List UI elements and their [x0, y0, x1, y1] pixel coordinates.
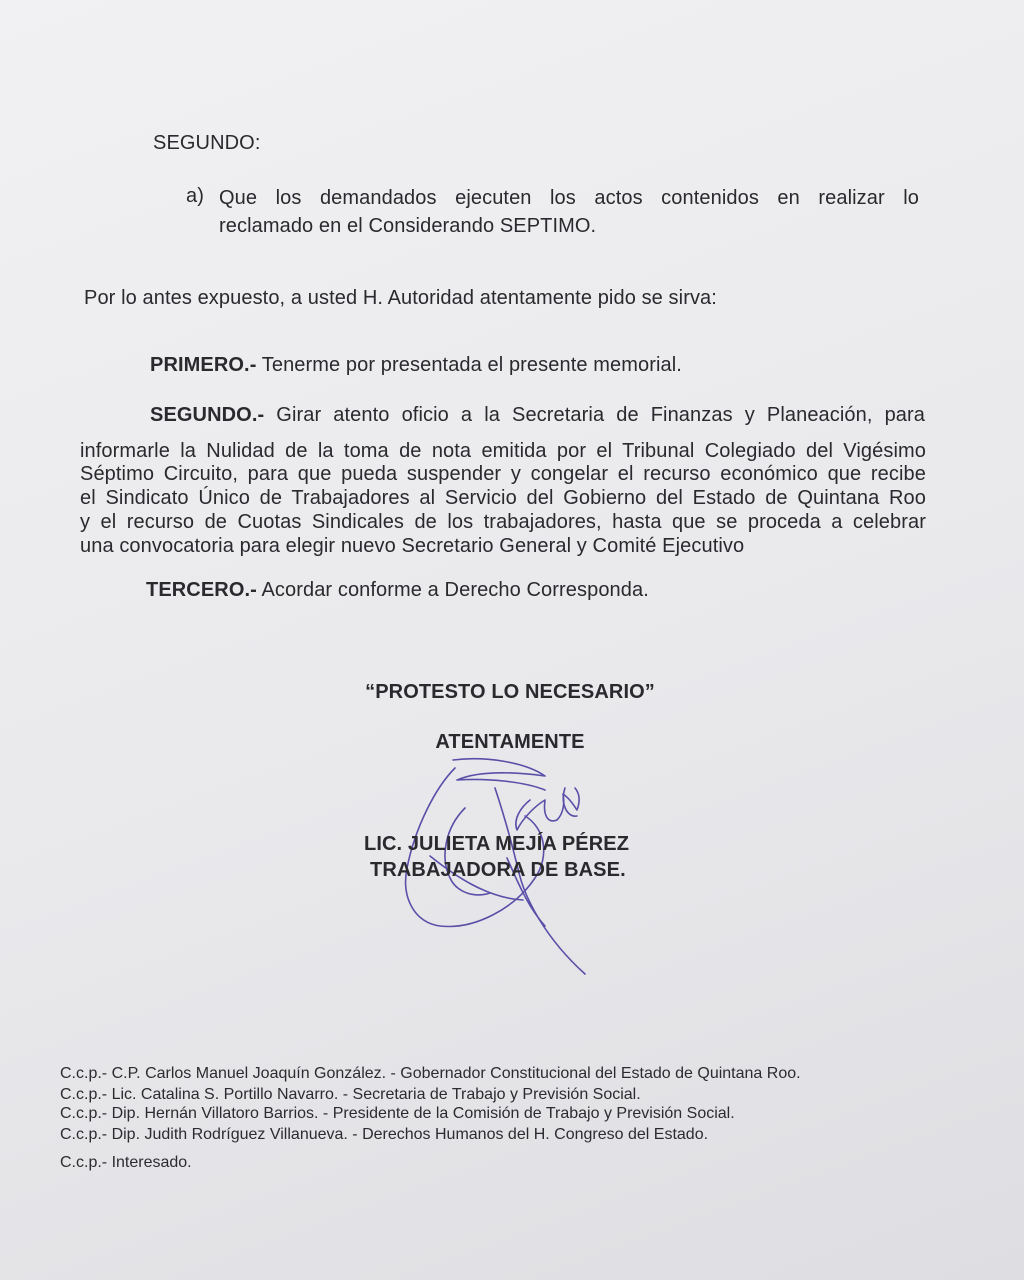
ccp-line-4: C.c.p.- Dip. Judith Rodríguez Villanueva. - Derechos Humanos del H. Congreso del Estado. — [60, 1126, 709, 1143]
item-a-marker: a) — [186, 185, 204, 207]
signer-name: LIC. JULIETA MEJÍA PÉREZ — [364, 833, 630, 855]
item-a-line-2: reclamado en el Considerando SEPTIMO. — [219, 215, 597, 237]
ccp-line-1: C.c.p.- C.P. Carlos Manuel Joaquín González. - Gobernador Constitucional del Estado de Quintana Roo. — [60, 1065, 801, 1082]
segundo-line-1 — [150, 403, 925, 427]
tercero-text: Acordar conforme a Derecho Corresponda. — [256, 579, 649, 601]
tercero-label: TERCERO.- — [146, 579, 257, 601]
segundo-label: SEGUNDO.- — [150, 404, 265, 426]
protesto-text: “PROTESTO LO NECESARIO” — [365, 681, 655, 703]
ccp-line-5: C.c.p.- Interesado. — [60, 1154, 192, 1171]
item-a-line-1: Que los demandados ejecuten los actos contenidos en realizar lo — [219, 187, 919, 209]
segundo-heading: SEGUNDO: — [153, 132, 261, 154]
segundo-line-2: informarle la Nulidad de la toma de nota emitida por el Tribunal Colegiado del Vigésimo — [80, 440, 926, 462]
primero-text: Tenerme por presentada el presente memorial. — [256, 354, 682, 376]
atentamente-text: ATENTAMENTE — [435, 731, 585, 753]
signer-role: TRABAJADORA DE BASE. — [370, 859, 626, 881]
primero-label: PRIMERO.- — [150, 354, 257, 376]
segundo-line-3: Séptimo Circuito, para que pueda suspender y congelar el recurso económico que recibe — [80, 463, 926, 485]
segundo-line-4: el Sindicato Único de Trabajadores al Servicio del Gobierno del Estado de Quintana Roo — [80, 487, 926, 509]
intro-paragraph: Por lo antes expuesto, a usted H. Autoridad atentamente pido se sirva: — [84, 287, 717, 309]
ccp-line-3: C.c.p.- Dip. Hernán Villatoro Barrios. - Presidente de la Comisión de Trabajo y Previsión Social. — [60, 1105, 735, 1122]
tercero-paragraph — [146, 578, 649, 602]
ccp-line-2: C.c.p.- Lic. Catalina S. Portillo Navarro. - Secretaria de Trabajo y Previsión Social. — [60, 1086, 641, 1103]
primero-paragraph — [150, 353, 682, 377]
segundo-line-1-text: Girar atento oficio a la Secretaria de Finanzas y Planeación, para — [264, 404, 925, 426]
segundo-line-6: una convocatoria para elegir nuevo Secretario General y Comité Ejecutivo — [80, 535, 745, 557]
segundo-line-5: y el recurso de Cuotas Sindicales de los trabajadores, hasta que se proceda a celebrar — [80, 511, 926, 533]
